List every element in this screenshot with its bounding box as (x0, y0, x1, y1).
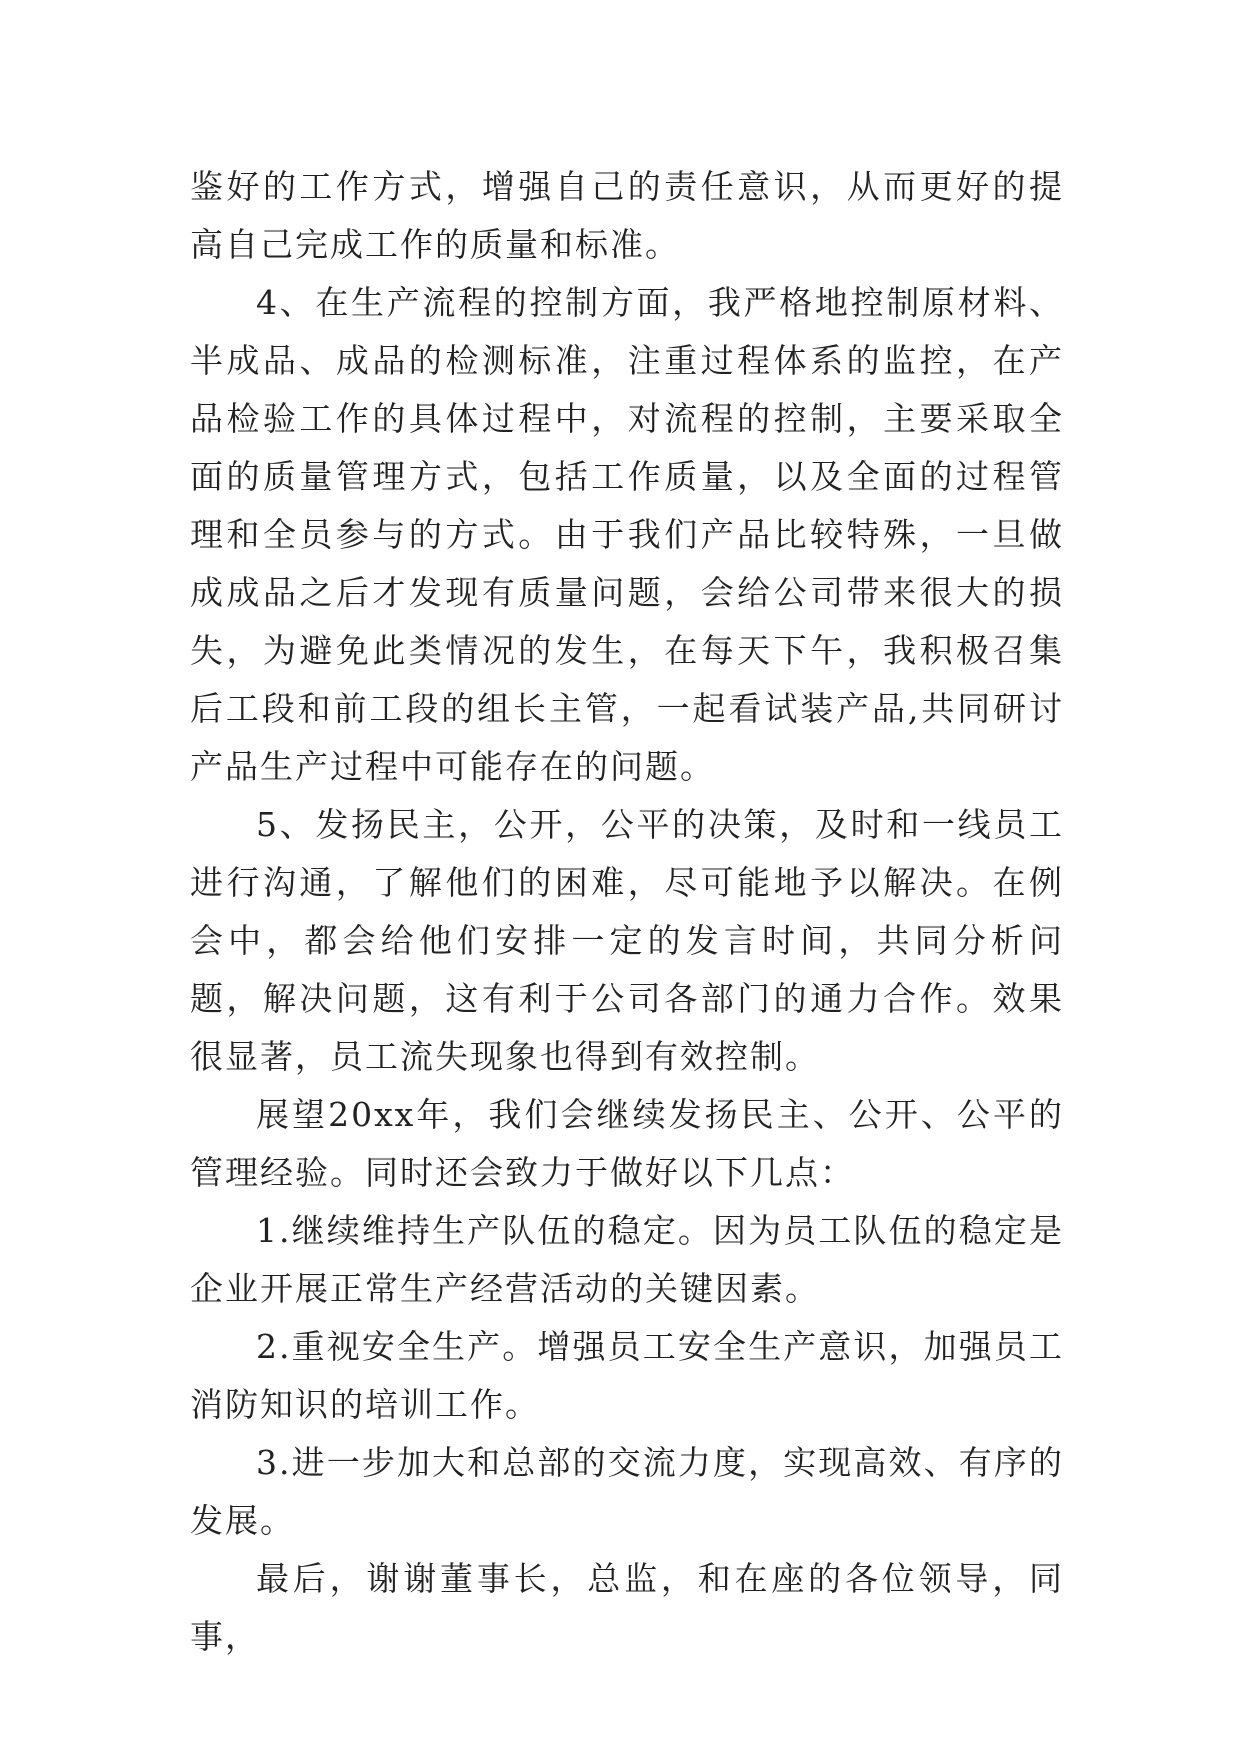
paragraph-item-4: 4、在生产流程的控制方面，我严格地控制原材料、半成品、成品的检测标准，注重过程体系的监控，在产品检验工作的具体过程中，对流程的控制，主要采取全面的质量管理方式，包括工作质量，以及全面的过程管理和全员参与的方式。由于我们产品比较特殊，一旦做成成品之后才发现有质量问题，会给公司带来很大的损失，为避免此类情况的发生，在每天下午，我积极召集后工段和前工段的组长主管，一起看试装产品,共同研讨产品生产过程中可能存在的问题。 (190, 283, 1064, 786)
paragraph-goal-3: 3.进一步加大和总部的交流力度，实现高效、有序的发展。 (190, 1443, 1064, 1540)
paragraph-item-5: 5、发扬民主，公开，公平的决策，及时和一线员工进行沟通，了解他们的困难，尽可能地予以解决。在例会中，都会给他们安排一定的发言时间，共同分析问题，解决问题，这有利于公司各部门的通力合作。效果很显著，员工流失现象也得到有效控制。 (190, 805, 1064, 1076)
paragraph-closing: 最后，谢谢董事长，总监，和在座的各位领导，同事， (190, 1559, 1064, 1656)
paragraph-outlook: 展望20xx年，我们会继续发扬民主、公开、公平的管理经验。同时还会致力于做好以下几点： (190, 1095, 1064, 1192)
paragraph-goal-2: 2.重视安全生产。增强员工安全生产意识，加强员工消防知识的培训工作。 (190, 1327, 1064, 1424)
paragraph-goal-1: 1.继续维持生产队伍的稳定。因为员工队伍的稳定是企业开展正常生产经营活动的关键因素。 (190, 1211, 1064, 1308)
paragraph-continuation: 鉴好的工作方式，增强自己的责任意识，从而更好的提高自己完成工作的质量和标准。 (190, 167, 1064, 264)
document-body (190, 158, 1064, 1666)
